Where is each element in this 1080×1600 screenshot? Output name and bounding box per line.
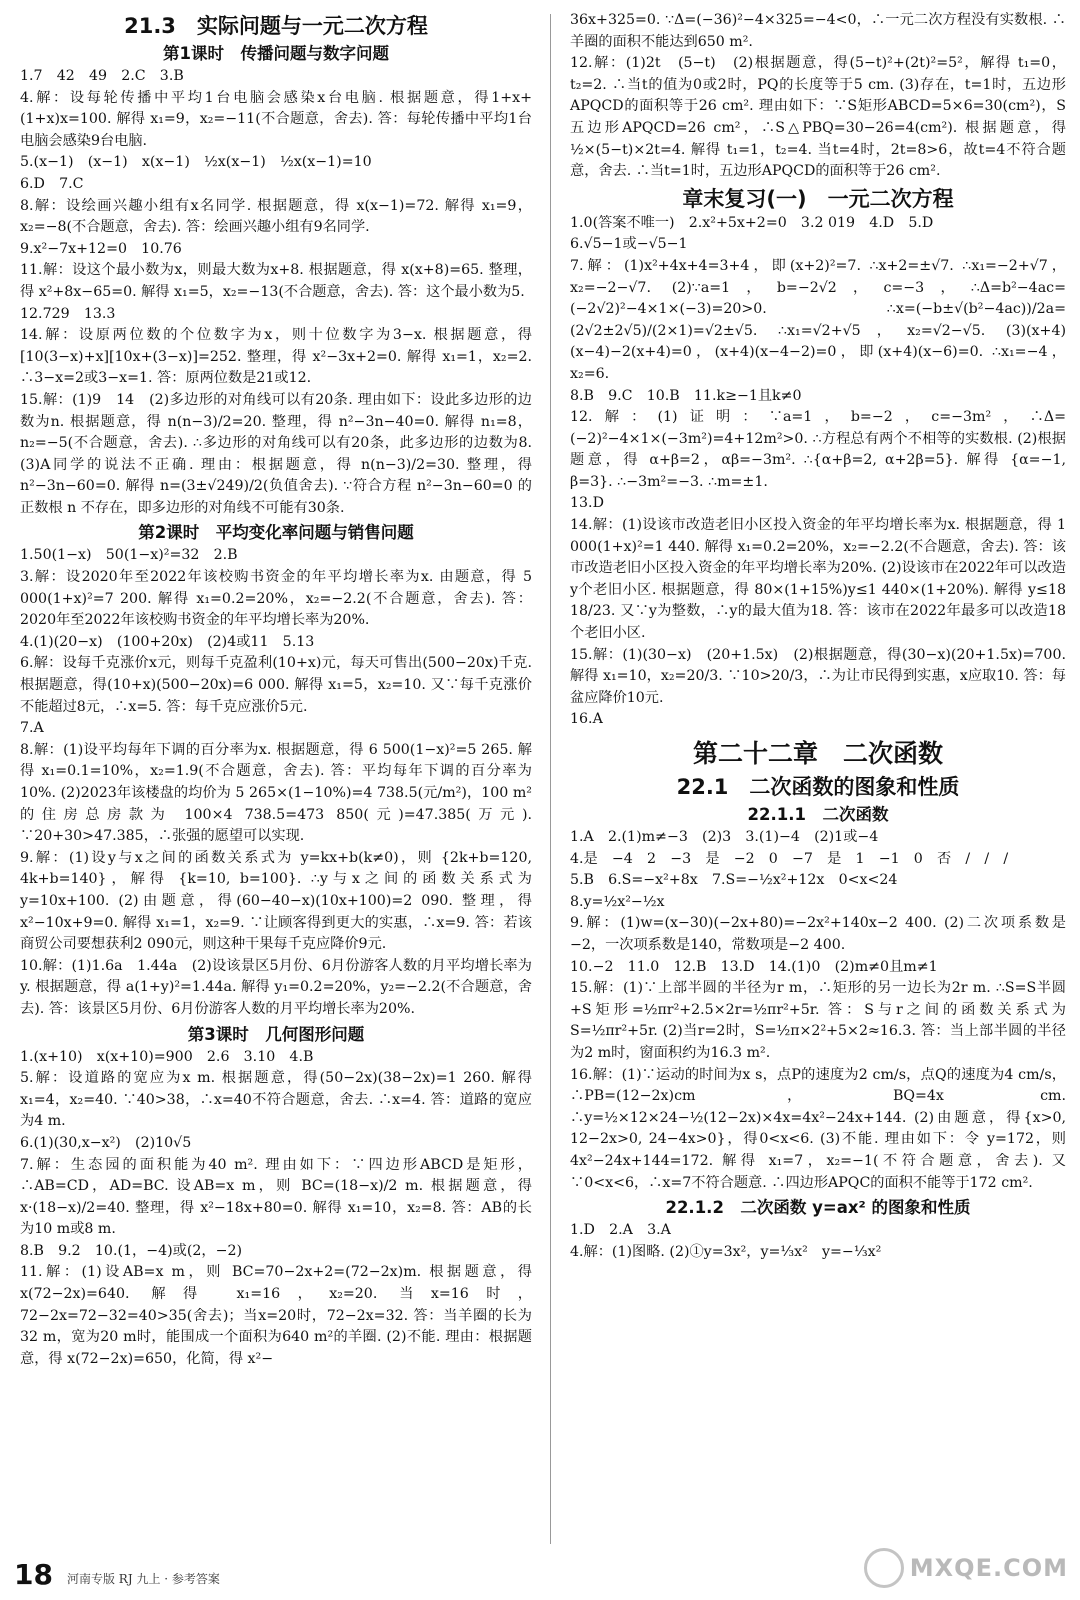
answer-item: 1.(x+10) x(x+10)=900 2.6 3.10 4.B [20,1048,314,1065]
section-title-21-3: 21.3 实际问题与一元二次方程 [124,14,428,38]
section-title-22-1: 22.1 二次函数的图象和性质 [676,775,960,799]
answer-item: 3.解：设2020年至2022年该校购书资金的年平均增长率为x. 由题意，得 5 000(1+x)²=7 200. 解得 x₁=0.2=20%，x₂=−2.2(不合题意，舍去). 答：2020年至2022年该校购书资金的年平均增长率为20%. [20,569,532,629]
page-footer [14,1560,220,1590]
book-edition-label: 河南专版 RJ 九上 · 参考答案 [66,1572,220,1586]
watermark-logo-icon [864,1548,904,1588]
chapter-review-title: 章末复习(一) 一元二次方程 [682,186,954,211]
answer-item: 15.解：(1)(30−x) (20+1.5x) (2)根据题意，得(30−x)(20+1.5x)=700. 解得 x₁=10，x₂=20/3. ∵10>20/3，∴为让市民得到实惠，x应取10. 答：每盆应降价10元. [570,646,1066,706]
answer-item: 1.50(1−x) 50(1−x)²=32 2.B [20,547,238,564]
answer-item: 8.解：设绘画兴趣小组有x名同学. 根据题意，得 x(x−1)=72. 解得 x₁=9，x₂=−8(不合题意，舍去). 答：绘画兴趣小组有9名同学. [20,197,532,236]
answer-item: 1.D 2.A 3.A [570,1222,671,1239]
answer-item: 15.解：(1)9 14 (2)多边形的对角线可以有20条. 理由如下：设此多边形的边数为n. 根据题意，得 n(n−3)/2=20. 整理，得 n²−3n−40=0. 解得 n₁=8，n₂=−5(不合题意，舍去). ∴多边形的对角线可以有20条，此多边形的边数为8. (3)A同学的说法不正确. 理由：根据题意，得 n(n−3)/2=30. 整理，得 n²−3n−60=0. 解得 n=(3±√249)/2(负值舍去). ∵符合方程 n²−3n−60=0 的正数根 n 不存在，即多边形的对角线不可能有30条. [20,391,532,516]
answer-item: 5.B 6.S=−x²+8x 7.S=−½x²+12x 0<x<24 [570,872,898,889]
watermark-text: MXQE.COM [909,1554,1068,1582]
answer-item: 5.解：设道路的宽应为x m. 根据题意，得(50−2x)(38−2x)=1 260. 解得 x₁=4，x₂=40. ∵40>38，∴x=40不符合题意，舍去. ∴x=4. 答：道路的宽应为4 m. [20,1070,532,1130]
answer-item: 5.(x−1) (x−1) x(x−1) ½x(x−1) ½x(x−1)=10 [20,154,372,171]
subsection-title-22-1-1: 22.1.1 二次函数 [747,805,889,824]
answer-item: 11.解：(1)设AB=x m，则 BC=70−2x+2=(72−2x)m. 根据题意，得 x(72−2x)=640. 解得 x₁=16，x₂=20. 当x=16时，72−2x=72−32=40>35(舍去)；当x=20时，72−2x=32. 答：当羊圈的长为32 m，宽为20 m时，能围成一个面积为640 m²的羊圈. (2)不能. 理由：根据题意，得 x(72−2x)=650，化简，得 x²− [20,1264,532,1367]
answer-item: 16.解：(1)∵运动的时间为x s，点P的速度为2 cm/s，点Q的速度为4 cm/s，∴PB=(12−2x)cm，BQ=4x cm. ∴y=½×12×24−½(12−2x)×4x=4x²−24x+144. (2)由题意，得{x>0, 12−2x>0, 24−4x>0}，得0<x<6. (3)不能. 理由如下：令 y=172，则 4x²−24x+144=172. 解得 x₁=7，x₂=−1(不符合题意，舍去). 又∵0<x<6，∴x=7不符合题意. ∴四边形APQC的面积不能等于172 cm². [570,1066,1066,1191]
subsection-title-22-1-2: 22.1.2 二次函数 y=ax² 的图象和性质 [665,1198,971,1218]
answer-item: 6.(1)(30,x−x²) (2)10√5 [20,1134,192,1151]
answer-item: 36x+325=0. ∵Δ=(−36)²−4×325=−4<0，∴一元二次方程没有实数根. ∴羊圈的面积不能达到650 m². [570,12,1066,50]
answer-item: 12.解：(1)证明：∵a=1，b=−2，c=−3m²，∴Δ=(−2)²−4×1×(−3m²)=4+12m²>0. ∴方程总有两个不相等的实数根. (2)根据题意，得 α+β=2，αβ=−3m². ∴{α+β=2, α+2β=5}. 解得 {α=−1, β=3}. ∴−3m²=−3. ∴m=±1. [570,409,1066,490]
watermark [864,1548,1068,1588]
answer-item: 6.解：设每千克涨价x元，则每千克盈利(10+x)元，每天可售出(500−20x)千克. 根据题意，得(10+x)(500−20x)=6 000. 解得 x₁=5，x₂=10. 又∵每千克涨价不能超过8元，∴x=5. 答：每千克应涨价5元. [20,655,532,715]
answer-item: 8.B 9.C 10.B 11.k≥−1且k≠0 [570,387,802,404]
answer-item: 11.解：设这个最小数为x，则最大数为x+8. 根据题意，得 x(x+8)=65. 整理，得 x²+8x−65=0. 解得 x₁=5，x₂=−13(不合题意，舍去). 答：这个最小数为5. [20,262,532,300]
answer-item: 10.−2 11.0 12.B 13.D 14.(1)0 (2)m≠0且m≠1 [570,958,938,975]
answer-item: 12.729 13.3 [20,305,116,322]
lesson-1-title: 第1课时 传播问题与数字问题 [163,44,389,63]
answer-item: 10.解：(1)1.6a 1.44a (2)设该景区5月份、6月份游客人数的月平均增长率为y. 根据题意，得 a(1+y)²=1.44a. 解得 y₁=0.2=20%，y₂=−2.2(不合题意，舍去). 答：该景区5月份、6月份游客人数的月平均增长率为20%. [20,957,532,1017]
answer-item: 4.(1)(20−x) (100+20x) (2)4或11 5.13 [20,633,315,650]
answer-item: 12.解：(1)2t (5−t) (2)根据题意，得(5−t)²+(2t)²=5²，解得 t₁=0，t₂=2. ∴当t的值为0或2时，PQ的长度等于5 cm. (3)存在，t=1时，五边形APQCD的面积等于26 cm². 理由如下：∵S矩形ABCD=5×6=30(cm²)，S五边形APQCD=26 cm²，∴S△PBQ=30−26=4(cm²). 根据题意，得 ½×(5−t)×2t=4. 解得 t₁=1，t₂=4. 当t=4时，2t=8>6，故t=4不符合题意，舍去. ∴当t=1时，五边形APQCD的面积等于26 cm². [570,55,1066,180]
answer-item: 7.A [20,720,44,737]
answer-item: 7.解：(1)x²+4x+4=3+4，即(x+2)²=7. ∴x+2=±√7. ∴x₁=−2+√7，x₂=−2−√7. (2)∵a=1，b=−2√2，c=−3，∴Δ=b²−4ac=(−2√2)²−4×1×(−3)=20>0. ∴x=(−b±√(b²−4ac))/2a=(2√2±2√5)/(2×1)=√2±√5. ∴x₁=√2+√5，x₂=√2−√5. (3)(x+4)(x−4)−2(x+4)=0，(x+4)(x−4−2)=0，即(x+4)(x−6)=0. ∴x₁=−4，x₂=6. [570,257,1066,382]
answer-item: 8.解：(1)设平均每年下调的百分率为x. 根据题意，得 6 500(1−x)²=5 265. 解得 x₁=0.1=10%，x₂=1.9(不合题意，舍去). 答：平均每年下调的百分率为10%. (2)2023年该楼盘的均价为 5 265×(1−10%)=4 738.5(元/m²)，100 m²的住房总房款为 100×4 738.5=473 850(元)=47.385(万元). ∵20+30>47.385，∴张强的愿望可以实现. [20,741,532,845]
answer-item: 15.解：(1)∵上部半圆的半径为r m，∴矩形的另一边长为2r m. ∴S=S半圆+S矩形=½πr²+2.5×2r=½πr²+5r. 答：S与r之间的函数关系式为 S=½πr²+5r. (2)当r=2时，S=½π×2²+5×2≈16.3. 答：当上部半圆的半径为2 m时，窗面积约为16.3 m². [570,980,1066,1061]
lesson-3-title: 第3课时 几何图形问题 [187,1024,365,1044]
answer-item: 14.解：设原两位数的个位数字为x，则十位数字为3−x. 根据题意，得[10(3−x)+x][10x+(3−x)]=252. 整理，得 x²−3x+2=0. 解得 x₁=1，x₂=2. ∴3−x=2或3−x=1. 答：原两位数是21或12. [20,327,532,387]
answer-item: 13.D [570,495,604,512]
answer-item: 4.解：设每轮传播中平均1台电脑会感染x台电脑. 根据题意，得1+x+(1+x)x=100. 解得 x₁=9，x₂=−11(不合题意，舍去). 答：每轮传播中平均1台电脑会感染9台电脑. [20,89,532,149]
chapter-22-title: 第二十二章 二次函数 [692,739,943,768]
answer-item: 1.A 2.(1)m≠−3 (2)3 3.(1)−4 (2)1或−4 [570,829,879,845]
answer-item: 4.解：(1)图略. (2)①y=3x²，y=⅓x² y=−⅓x² [570,1243,882,1260]
answer-item: 9.解：(1)设y与x之间的函数关系式为 y=kx+b(k≠0)，则 {2k+b=120, 4k+b=140}，解得 {k=10, b=100}. ∴y与x之间的函数关系式为 y=10x+100. (2)由题意，得(60−40−x)(10x+100)=2 090. 整理，得 x²−10x+9=0. 解得 x₁=1，x₂=9. ∵让顾客得到更大的实惠，∴x=9. 答：若该商贸公司要想获利2 090元，则这种干果每千克应降价9元. [20,849,532,953]
left-column [20,10,532,1370]
answer-item: 9.x²−7x+12=0 10.76 [20,240,182,257]
answer-item: 16.A [570,711,603,728]
answer-item: 7.解：生态园的面积能为40 m². 理由如下：∵四边形ABCD是矩形，∴AB=CD，AD=BC. 设AB=x m，则 BC=(18−x)/2 m. 根据题意，得 x·(18−x)/2=40. 整理，得 x²−18x+80=0. 解得 x₁=10，x₂=8. 答：AB的长为10 m或8 m. [20,1156,532,1238]
answer-item: 6.√5−1或−√5−1 [570,236,688,253]
answer-item: 6.D 7.C [20,175,84,192]
answer-item: 8.B 9.2 10.(1，−4)或(2，−2) [20,1242,243,1259]
answer-item: 9.解：(1)w=(x−30)(−2x+80)=−2x²+140x−2 400. (2)二次项系数是−2，一次项系数是140，常数项是−2 400. [570,915,1066,953]
answer-item: 1.7 42 49 2.C 3.B [20,68,184,84]
lesson-2-title: 第2课时 平均变化率问题与销售问题 [138,523,414,543]
answer-item: 8.y=½x²−½x [570,893,665,910]
answer-item: 4.是 −4 2 −3 是 −2 0 −7 是 1 −1 0 否 / / / [570,850,1009,867]
column-divider [550,14,551,1544]
answer-item: 14.解：(1)设该市改造老旧小区投入资金的年平均增长率为x. 根据题意，得 1 000(1+x)²=1 440. 解得 x₁=0.2=20%，x₂=−2.2(不合题意，舍去). 答：该市改造老旧小区投入资金的年平均增长率为20%. (2)设该市在2022年可以改造y个老旧小区. 根据题意，得 80×(1+15%)y≤1 440×(1+20%). 解得 y≤18 18/23. 又∵y为整数，∴y的最大值为18. 答：该市在2022年最多可以改造18个老旧小区. [570,517,1066,642]
right-column [570,10,1066,1263]
page-number: 18 [14,1558,53,1591]
answer-item: 1.0(答案不唯一) 2.x²+5x+2=0 3.2 019 4.D 5.D [570,214,934,231]
